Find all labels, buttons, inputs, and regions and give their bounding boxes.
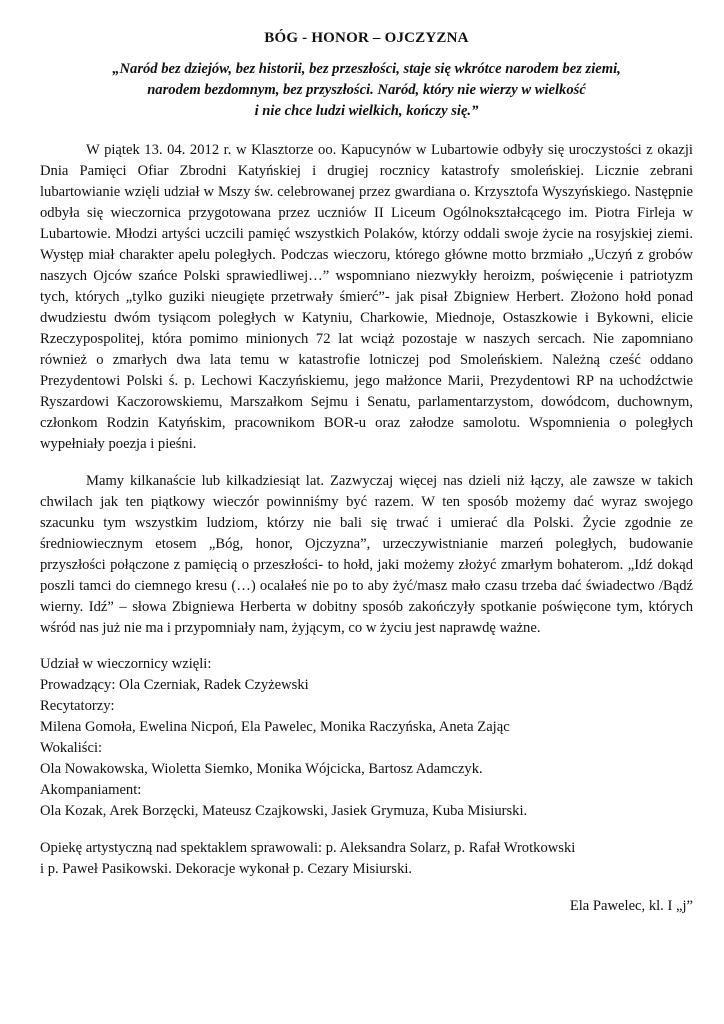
motto-quote [40, 59, 693, 122]
credits-section [40, 654, 693, 822]
motto-line-1: „Naród bez dziejów, bez historii, bez przeszłości, staje się wkrótce narodem bez ziemi, [112, 61, 621, 77]
credits-intro: Udział w wieczornicy wzięli: [40, 656, 212, 672]
artistic-care-line-1: Opiekę artystyczną nad spektaklem sprawowali: p. Aleksandra Solarz, p. Rafał Wrotkowski [40, 840, 576, 856]
credits-hosts: Prowadzący: Ola Czerniak, Radek Czyżewski [40, 677, 309, 693]
document-title: BÓG - HONOR – OJCZYZNA [264, 30, 469, 46]
credits-accompaniment-label: Akompaniament: [40, 782, 142, 798]
credits-reciters: Milena Gomoła, Ewelina Nicpoń, Ela Pawelec, Monika Raczyńska, Aneta Zając [40, 719, 510, 735]
body-paragraph-2: Mamy kilkanaście lub kilkadziesiąt lat. Zazwyczaj więcej nas dzieli niż łączy, ale zawsze w takich chwilach jak ten piątkowy wieczór powinniśmy być razem. W ten sposób możemy dać wyraz swojego szacunku tym wszystkim ludziom, którzy nie bali się trwać i umierać dla Polski. Życie zgodnie ze średniowiecznym etosem „Bóg, honor, Ojczyzna”, urzeczywistnianie marzeń poległych, budowanie przyszłości połączone z pamięcią o przeszłości- to hołd, jaki możemy złożyć zmarłym bohaterom. „Idź dokąd poszli tamci do ciemnego kresu (…) ocalałeś nie po to aby żyć/masz mało czasu trzeba dać świadectwo /Bądź wierny. Idź” – słowa Zbigniewa Herberta w dobitny sposób zakończyły spotkanie poświęcone tym, których wśród nas już nie ma i przypomniały nam, żyjącym, co w życiu jest naprawdę ważne. [40, 473, 693, 636]
body-paragraph-1: W piątek 13. 04. 2012 r. w Klasztorze oo. Kapucynów w Lubartowie odbyły się uroczystości z okazji Dnia Pamięci Ofiar Zbrodni Katyńskiej i drugiej rocznicy katastrofy smoleńskiej. Licznie zebrani lubartowianie wzięli udział w Mszy św. celebrowanej przez gwardiana o. Krzysztofa Wyszyńskiego. Następnie odbyła się wieczornica przygotowana przez uczniów II Liceum Ogólnokształcącego im. Piotra Firleja w Lubartowie. Młodzi artyści uczcili pamięć wszystkich Polaków, którzy oddali swoje życie na rosyjskiej ziemi. Występ miał charakter apelu poległych. Podczas wieczoru, którego główne motto brzmiało „Uczyń z grobów naszych Ojców szańce Polski sprawiedliwej…” wspomniano niezwykły heroizm, poświęcenie i patriotyzm tych, których „tylko guziki nieugięte przetrwały śmierć”- jak pisał Zbigniew Herbert. Złożono hołd ponad dwudziestu dwóm tysiącom poległych w Katyniu, Charkowie, Miednoje, Ostaszkowie i Bykowni, elicie Rzeczypospolitej, która pomimo minionych 72 lat wciąż pozostaje w naszych sercach. Nie zapomniano również o zmarłych dwa lata temu w katastrofie lotniczej pod Smoleńskiem. Należną cześć oddano Prezydentowi Polski ś. p. Lechowi Kaczyńskiemu, jego małżonce Marii, Prezydentowi RP na uchodźctwie Ryszardowi Kaczorowskiemu, Marszałkom Sejmu i Senatu, parlamentarzystom, dowódcom, duchownym, członkom Rodzin Katyńskim, pracownikom BOR-u oraz załodze samolotu. Wspomnienia o poległych wypełniały poezja i pieśni. [40, 142, 693, 452]
author-signature: Ela Pawelec, kl. I „j” [569, 898, 693, 914]
credits-vocalists-label: Wokaliści: [40, 740, 103, 756]
credits-accompaniment: Ola Kozak, Arek Borzęcki, Mateusz Czajkowski, Jasiek Grymuza, Kuba Misiurski. [40, 803, 528, 819]
credits-vocalists: Ola Nowakowska, Wioletta Siemko, Monika Wójcicka, Bartosz Adamczyk. [40, 761, 483, 777]
motto-line-3: i nie chce ludzi wielkich, kończy się.” [254, 103, 479, 119]
motto-line-2: narodem bezdomnym, bez przyszłości. Naród, który nie wierzy w wielkość [147, 82, 586, 98]
credits-reciters-label: Recytatorzy: [40, 698, 115, 714]
artistic-care-section [40, 838, 693, 880]
artistic-care-line-2: i p. Paweł Pasikowski. Dekoracje wykonał p. Cezary Misiurski. [40, 861, 413, 877]
document-page [40, 0, 693, 917]
